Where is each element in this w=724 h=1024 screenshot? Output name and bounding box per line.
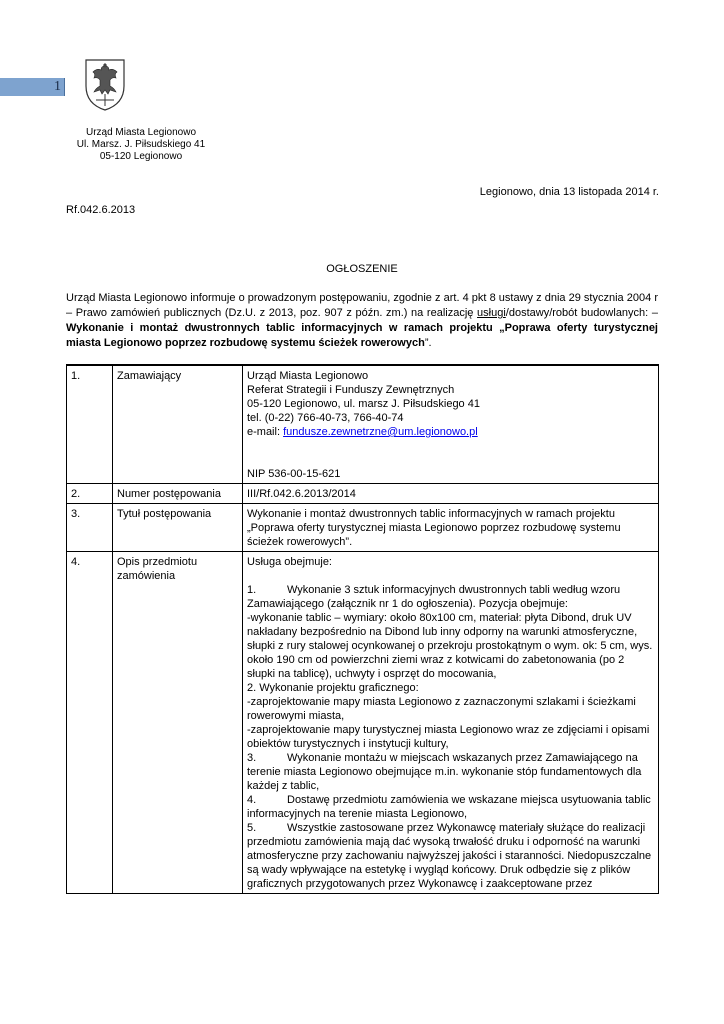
table-row [67,365,659,484]
sender-name: Urząd Miasta Legionowo [85,127,197,138]
item-text: Wykonanie montażu w miejscach wskazanych przez Zamawiającego na terenie miasta Legionowo obejmujące m.in. wykonanie stóp fundamentowych dla każdej z tablic, [247,752,642,792]
page-number: 1 [54,79,61,94]
document-heading: OGŁOSZENIE [326,263,398,275]
sender-city: 05-120 Legionowo [99,151,183,162]
email-link[interactable]: fundusze.zewnetrzne@um.legionowo.pl [283,426,478,438]
row-number: 4. [67,552,113,894]
item-number: 3. [247,752,257,764]
item-text: Wykonanie 3 sztuk informacyjnych dwustronnych tabli według wzoru Zamawiającego (załącznik nr 1 do ogłoszenia). Pozycja obejmuje: [247,584,621,610]
sender-street: Ul. Marsz. J. Piłsudskiego 41 [76,139,206,150]
intro-end: ”. [424,337,432,349]
intro-text-2: /dostawy/robót budowlanych: – [505,307,658,319]
table-row [67,552,659,894]
specification-table [66,364,659,894]
place-date: Legionowo, dnia 13 listopada 2014 r. [479,186,659,198]
email-line [247,425,654,439]
row-label: Tytuł postępowania [113,504,243,552]
description-intro: Usługa obejmuje: [247,556,332,568]
authority-line: tel. (0-22) 766-40-73, 766-40-74 [247,412,404,424]
intro-paragraph [66,291,658,351]
description-item: 2. Wykonanie projektu graficznego: [247,682,419,694]
reference-number: Rf.042.6.2013 [66,204,136,216]
authority-line: 05-120 Legionowo, ul. marsz J. Piłsudskiego 41 [247,398,480,410]
intro-underlined: usługi [477,307,506,319]
description-item [247,793,654,821]
row-label: Zamawiający [113,365,243,484]
procedure-number: III/Rf.042.6.2013/2014 [243,484,659,504]
contracting-authority [243,365,659,484]
description-item: -wykonanie tablic – wymiary: około 80x100 cm, materiał: płyta Dibond, druk UV nakładany bezpośrednio na Dibond lub inny odporny na warunki atmosferyczne, słupki z rury stalowej ocynkowanej o przekroju prostokątnym o wym. ok: 5 cm, wys. około 190 cm od powierzchni ziemi wraz z kotwicami do zabetonowania (po 2 słupki na tablicę), uchwyty i osprzęt do mocowania, [247,612,653,680]
description-item: -zaprojektowanie mapy turystycznej miasta Legionowo wraz ze zdjęciami i opisami obiektów turystycznych i instytucji kultury, [247,724,650,750]
procedure-title: Wykonanie i montaż dwustronnych tablic informacyjnych w ramach projektu „Poprawa oferty turystycznej miasta Legionowo poprzez rozbudowę systemu ścieżek rowerowych”. [243,504,659,552]
table-row [67,484,659,504]
item-number: 4. [247,794,257,806]
item-text: Dostawę przedmiotu zamówienia we wskazane miejsca usytuowania tablic informacyjnych na terenie miasta Legionowo, [247,794,651,820]
table-row [67,504,659,552]
spacer [247,569,654,583]
page-number-marker [0,78,65,96]
item-number: 1. [247,584,257,596]
authority-line: Referat Strategii i Funduszy Zewnętrznych [247,384,455,396]
spacer [247,439,654,467]
intro-text-1: Urząd Miasta Legionowo informuje o prowadzonym postępowaniu, zgodnie z art. 4 pkt 8 ustawy z dnia 29 stycznia 2004 r – Prawo zamówień publicznych (Dz.U. z 2013, poz. 907 z późn. zm.) na realizację [66,292,658,319]
order-description [243,552,659,894]
row-number: 1. [67,365,113,484]
city-crest-icon [82,56,128,112]
nip-number: NIP 536-00-15-621 [247,468,341,480]
item-text: Wszystkie zastosowane przez Wykonawcę materiały służące do realizacji przedmiotu zamówienia mają dać wysoką trwałość druku i odporność na warunki atmosferyczne przy zachowaniu najwyższej jakości i staranności. Niedopuszczalne są wady wpływające na estetykę i wygląd końcowy. Druk odbędzie się z plików graficznych przygotowanych przez Wykonawcę i zaakceptowane przez [247,822,652,890]
sender-address [60,127,222,163]
description-item [247,583,654,611]
intro-bold-title: Wykonanie i montaż dwustronnych tablic informacyjnych w ramach projektu „Poprawa oferty turystycznej miasta Legionowo poprzez rozbudowę systemu ścieżek rowerowych [66,322,658,349]
authority-line: Urząd Miasta Legionowo [247,370,369,382]
row-label: Opis przedmiotu zamówienia [113,552,243,894]
row-number: 3. [67,504,113,552]
description-item [247,821,654,891]
row-number: 2. [67,484,113,504]
description-item: -zaprojektowanie mapy miasta Legionowo z zaznaczonymi szlakami i ścieżkami rowerowymi miasta, [247,696,636,722]
row-label: Numer postępowania [113,484,243,504]
description-item [247,751,654,793]
item-number: 5. [247,822,257,834]
email-label: e-mail: [247,426,284,438]
